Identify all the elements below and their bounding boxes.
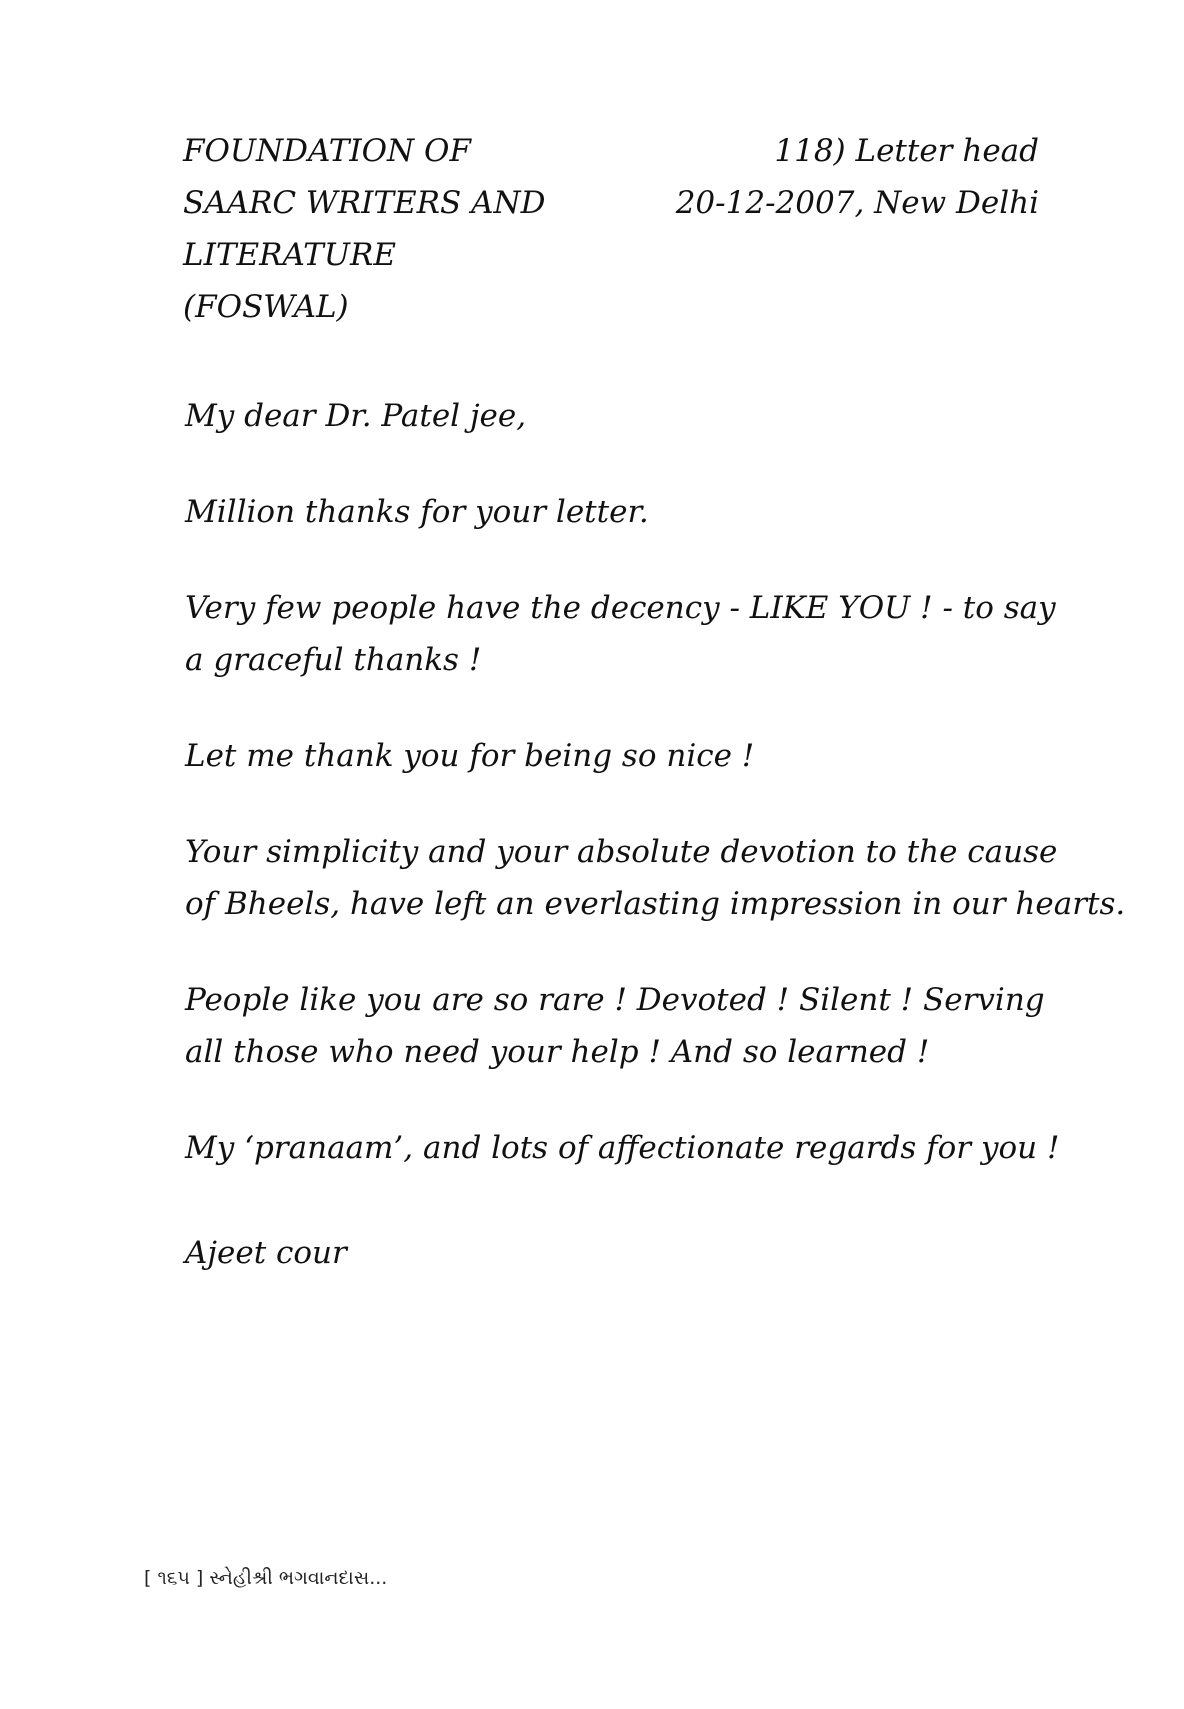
organization-name	[183, 125, 603, 333]
paragraph-line: Million thanks for your letter.	[185, 494, 649, 530]
org-line: (FOSWAL)	[183, 289, 349, 325]
letter-date-place: 20-12-2007, New Delhi	[675, 185, 1039, 221]
paragraph	[185, 582, 1056, 686]
salutation	[185, 390, 1015, 442]
org-line: LITERATURE	[183, 237, 396, 273]
letter-meta	[619, 125, 1039, 229]
paragraph-line: of Bheels, have left an everlasting impression in our hearts.	[185, 886, 1126, 922]
paragraph	[185, 974, 1045, 1078]
paragraph-line: People like you are so rare ! Devoted ! Silent ! Serving	[185, 982, 1045, 1018]
org-line: SAARC WRITERS AND	[183, 185, 546, 221]
org-line: FOUNDATION OF	[183, 133, 471, 169]
letter-reference: 118) Letter head	[774, 133, 1039, 169]
paragraph-line: Very few people have the decency - LIKE YOU ! - to say	[185, 590, 1056, 626]
signature: Ajeet cour	[185, 1235, 347, 1271]
paragraph	[185, 486, 1015, 538]
page-footer: [ ૧૬૫ ] સ્નેહીશ્રી ભગવાનદાસ...	[144, 1567, 388, 1589]
paragraph-line: Your simplicity and your absolute devotion to the cause	[185, 834, 1058, 870]
paragraph-line: all those who need your help ! And so learned !	[185, 1034, 930, 1070]
salutation-text: My dear Dr. Patel jee,	[185, 398, 527, 434]
paragraph	[185, 826, 1126, 930]
letter-body	[185, 390, 1126, 1218]
paragraph-line: Let me thank you for being so nice !	[185, 738, 755, 774]
paragraph	[185, 730, 1015, 782]
paragraph-line: My ‘pranaam’, and lots of affectionate regards for you !	[185, 1130, 1060, 1166]
paragraph-line: a graceful thanks !	[185, 642, 482, 678]
paragraph	[185, 1122, 1060, 1174]
